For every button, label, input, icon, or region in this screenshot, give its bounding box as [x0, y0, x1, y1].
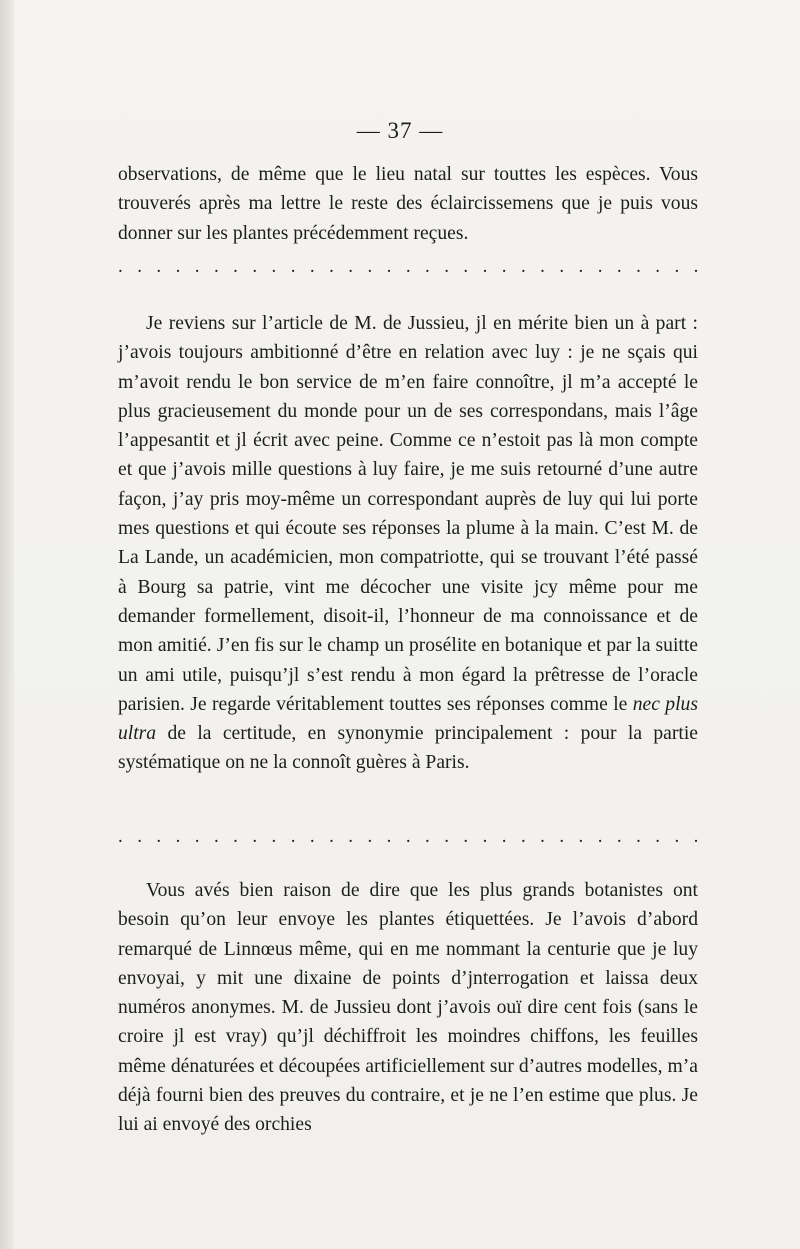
dot: . [290, 256, 296, 277]
dot: . [405, 256, 411, 277]
dot: . [118, 256, 123, 277]
dot: . [233, 826, 238, 847]
dot: . [252, 826, 258, 847]
paragraph-1: observations, de même que le lieu natal sur touttes les espèces. Vous trouverés après ma lettre le reste des éclaircissemens que je puis vous donner sur les plantes précédemment reçues. [118, 164, 698, 244]
dot: . [578, 826, 584, 847]
page-edge-shadow [0, 0, 14, 1249]
dot: . [329, 826, 334, 847]
dot: . [501, 826, 507, 847]
dot: . [118, 826, 123, 847]
paragraph-2 [118, 309, 698, 778]
dot: . [482, 256, 488, 277]
dot: . [540, 256, 545, 277]
dot: . [309, 256, 315, 277]
dot: . [367, 256, 373, 277]
dot: . [693, 256, 699, 277]
dotted-separator-1 [118, 256, 698, 278]
dot: . [386, 256, 392, 277]
dot: . [252, 256, 258, 277]
dot: . [616, 256, 622, 277]
dot: . [540, 826, 545, 847]
dot: . [674, 256, 680, 277]
dot: . [444, 826, 449, 847]
dot: . [329, 256, 334, 277]
dot: . [213, 826, 219, 847]
paragraph-2-text-a: Je reviens sur l’article de M. de Jussieu, jl en mérite bien un à part : j’avois toujours ambitionné d’être en relation avec luy : je ne sçais qui m’avoit rendu le bon service de m’en faire connoître, jl m’a accepté le plus gracieusement du monde pour un de ses correspondans, mais l’âge l’appesantit et jl écrit avec peine. Comme ce n’estoit pas là mon compte et que j’avois mille questions à luy faire, je me suis retourné d’une autre façon, j’ay pris moy-même un correspondant auprès de luy qui lui porte mes questions et qui écoute ses réponses la plume à la main. C’est M. de La Lande, un académicien, mon compatriotte, qui se trouvant l’été passé à Bourg sa patrie, vint me décocher une visite jcy même pour me demander formellement, disoit-il, l’honneur de ma connoissance et de mon amitié. J’en fis sur le champ un prosélite en botanique et par la suitte un ami utile, puisqu’jl s’est rendu à mon égard la prêtresse de l’oracle parisien. Je regarde véritablement touttes ses réponses comme le [118, 313, 698, 715]
dot: . [309, 826, 315, 847]
paragraph-3: Vous avés bien raison de dire que les plus grands botanistes ont besoin qu’on leur envoye les plantes étiquettées. Je l’avois d’abord remarqué de Linnœus même, qui en me nommant la centurie que je luy envoyai, y mit une dixaine de points d’jnterrogation et laissa deux numéros anonymes. M. de Jussieu dont j’avois ouï dire cent fois (sans le croire jl est vray) qu’jl déchiffroit les moindres chiffons, les feuilles même dénaturées et découpées artificiellement sur d’autres modelles, m’a déjà fourni bien des preuves du contraire, et je ne l’en estime que plus. Je lui ai envoyé des orchies [118, 880, 698, 1136]
dot: . [290, 826, 296, 847]
dot: . [137, 826, 142, 847]
dot: . [597, 256, 603, 277]
page-number: — 37 — [356, 118, 444, 143]
dot: . [674, 826, 680, 847]
paragraph-2-italic: nec plus ultra [118, 693, 698, 745]
dot: . [463, 256, 469, 277]
dot: . [636, 256, 641, 277]
dot: . [156, 826, 162, 847]
paragraph-2-text-b: de la certitude, en synonymie principalement : pour la partie systématique on ne la connoît guères à Paris. [118, 723, 698, 774]
dot: . [367, 826, 373, 847]
dot: . [693, 826, 699, 847]
dot: . [194, 826, 200, 847]
dot: . [655, 826, 660, 847]
dot: . [520, 826, 526, 847]
dot: . [156, 256, 162, 277]
dot: . [386, 826, 392, 847]
dot: . [597, 826, 603, 847]
dot: . [175, 256, 181, 277]
dot: . [463, 826, 469, 847]
dot: . [636, 826, 641, 847]
dot: . [520, 256, 526, 277]
dot: . [213, 256, 219, 277]
dot: . [137, 256, 142, 277]
dotted-separator-2 [118, 826, 698, 848]
dot: . [405, 826, 411, 847]
dot: . [348, 826, 353, 847]
dot: . [559, 826, 565, 847]
dot: . [655, 256, 660, 277]
dot: . [348, 256, 353, 277]
dot: . [482, 826, 488, 847]
dot: . [194, 256, 200, 277]
dot: . [233, 256, 238, 277]
dot: . [175, 826, 181, 847]
dot: . [271, 256, 277, 277]
dot: . [559, 256, 565, 277]
dot: . [616, 826, 622, 847]
dot: . [444, 256, 449, 277]
dot: . [425, 826, 430, 847]
dot: . [501, 256, 507, 277]
dot: . [425, 256, 430, 277]
dot: . [271, 826, 277, 847]
dot: . [578, 256, 584, 277]
